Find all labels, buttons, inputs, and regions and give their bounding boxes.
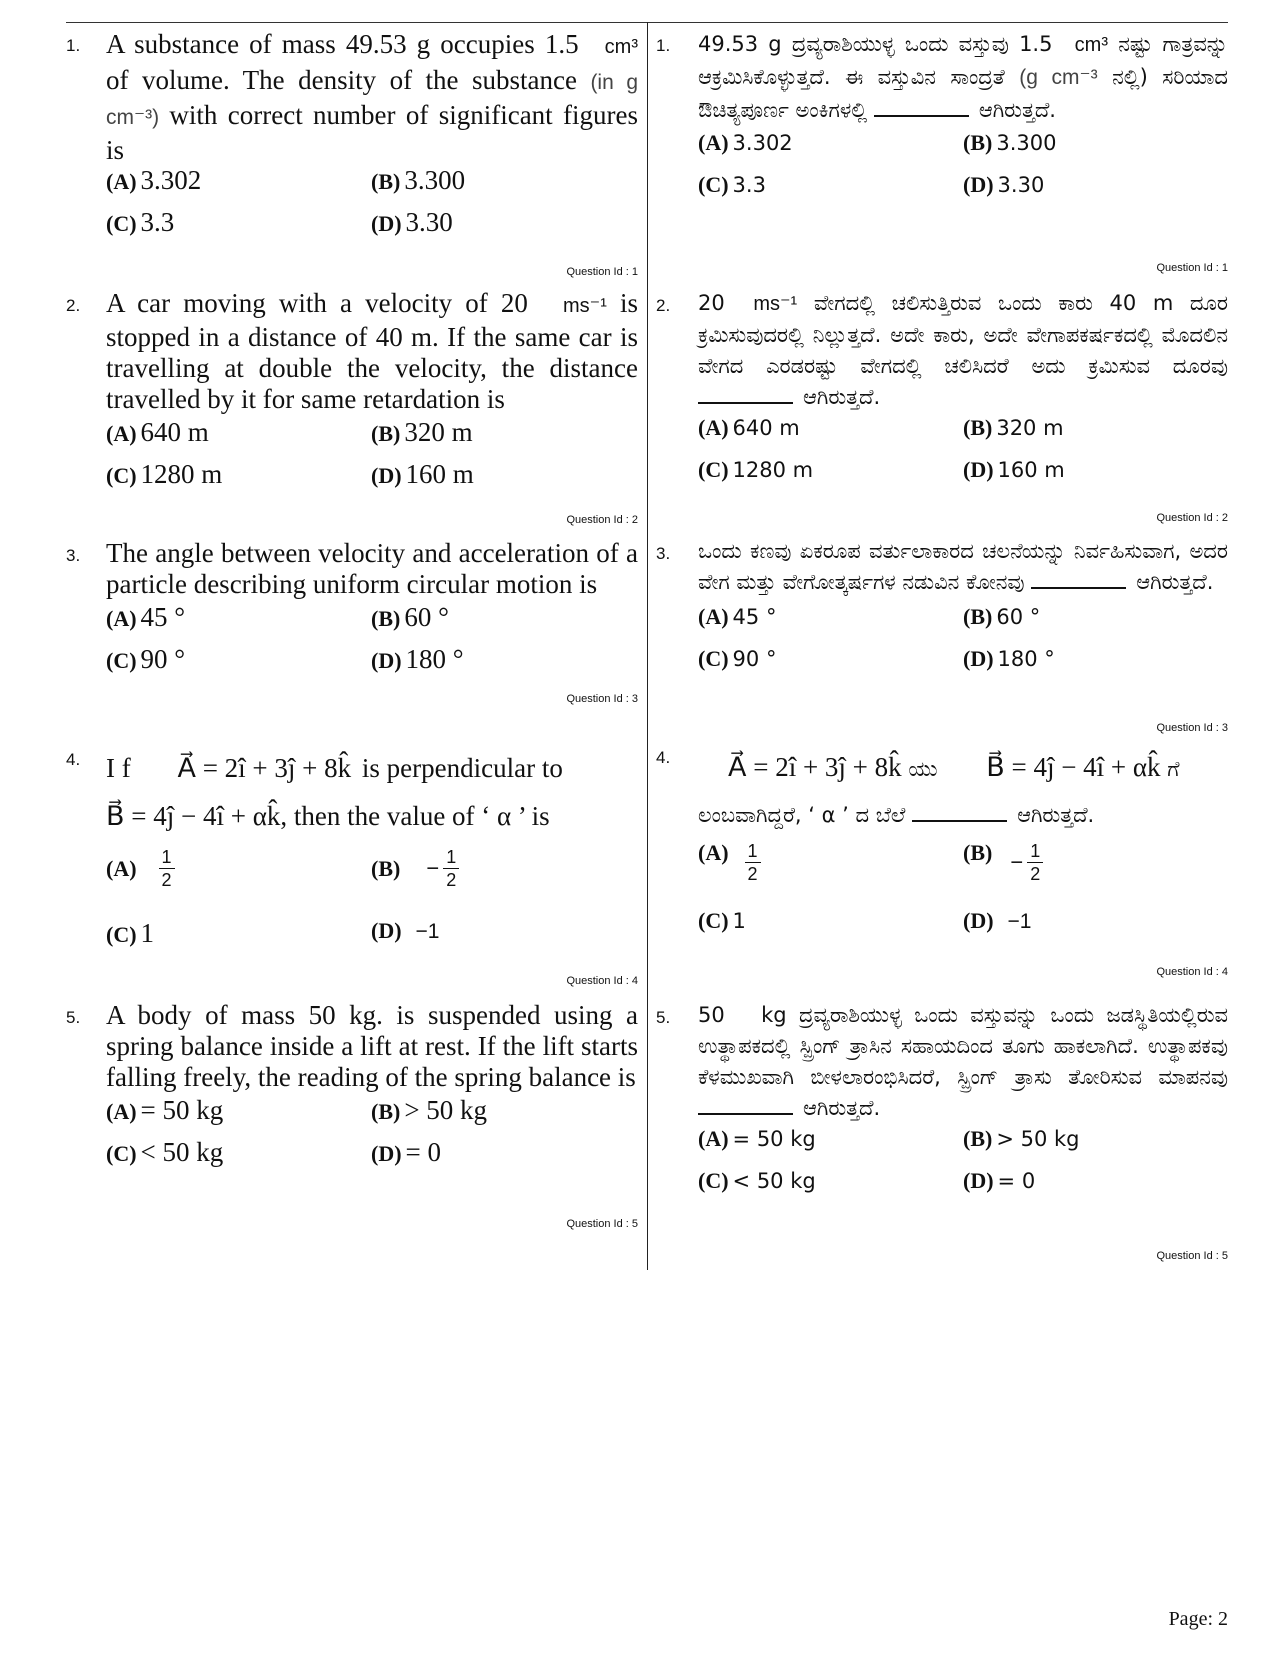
option-d[interactable]: (D) 180 °: [963, 646, 1055, 671]
options: [698, 130, 1228, 216]
question-number: 2.: [66, 296, 81, 315]
option-a[interactable]: (A) = 50 kg: [106, 1095, 224, 1125]
option-d[interactable]: (D) 3.30: [963, 172, 1045, 197]
answer-blank: [1031, 567, 1126, 589]
unit-g-cm3: (in g cm⁻³): [106, 71, 639, 129]
question-id: Question Id : 5: [1156, 1250, 1228, 1262]
question-number: 1.: [656, 36, 671, 55]
question-en-4: [66, 744, 638, 994]
option-d[interactable]: (D) 160 m: [963, 457, 1065, 482]
question-en-1: [66, 28, 638, 278]
question-number: 2.: [656, 296, 671, 315]
question-kn-1: [656, 28, 1228, 278]
option-b[interactable]: (B) − $\frac{1}{2}$: [963, 840, 1043, 885]
option-c[interactable]: (C) 1280 m: [106, 459, 223, 489]
vector-b: B⃗ = 4ĵ − 4î + αk̂: [986, 752, 1161, 782]
option-a[interactable]: (A) 45 °: [698, 604, 777, 629]
option-b[interactable]: (B) 320 m: [371, 417, 473, 447]
question-stem: A body of mass 50 kg. is suspended using a spring balance inside a lift at rest. If the lift starts falling freely, the reading of the spring balance is: [106, 1000, 638, 1092]
option-d[interactable]: (D) 160 m: [371, 459, 474, 489]
option-c[interactable]: (C) < 50 kg: [698, 1168, 816, 1193]
option-a[interactable]: (A) 3.302: [698, 130, 793, 155]
question-number: 3.: [656, 544, 671, 563]
question-stem: 49.53 g ದ್ರವ್ಯರಾಶಿಯುಳ್ಳ ಒಂದು ವಸ್ತುವು 1.5 cm³ ನಷ್ಟು ಗಾತ್ರವನ್ನು ಆಕ್ರಮಿಸಿಕೊಳ್ಳುತ್ತದೆ. ಈ ವಸ್ತುವಿನ ಸಾಂದ್ರತೆ (g cm⁻³ ನಲ್ಲಿ) ಸರಿಯಾದ ಔಚಿತ್ಯಪೂರ್ಣ ಅಂಕಿಗಳಲ್ಲಿ ಆಗಿರುತ್ತದೆ.: [698, 32, 1228, 122]
question-id: Question Id : 5: [566, 1218, 638, 1230]
answer-blank: [698, 1093, 793, 1115]
options: [698, 1126, 1228, 1212]
question-stem: ಒಂದು ಕಣವು ಏಕರೂಪ ವರ್ತುಲಾಕಾರದ ಚಲನೆಯನ್ನು ನಿರ್ವಹಿಸುವಾಗ, ಅದರ ವೇಗ ಮತ್ತು ವೇಗೋತ್ಕರ್ಷಗಳ ನಡುವಿನ ಕೋನವು ಆಗಿರುತ್ತದೆ.: [698, 539, 1228, 594]
question-id: Question Id : 1: [1156, 262, 1228, 274]
option-d[interactable]: (D) = 0: [963, 1168, 1036, 1193]
question-number: 3.: [66, 546, 81, 565]
question-stem: 20 ms⁻¹ ವೇಗದಲ್ಲಿ ಚಲಿಸುತ್ತಿರುವ ಒಂದು ಕಾರು 40 m ದೂರ ಕ್ರಮಿಸುವುದರಲ್ಲಿ ನಿಲ್ಲುತ್ತದೆ. ಅದೇ ಕಾರು, ಅದೇ ವೇಗಾಪಕರ್ಷಕದಲ್ಲಿ ಮೊದಲಿನ ವೇಗದ ಎರಡರಷ್ಟು ವೇಗದಲ್ಲಿ ಚಲಿಸಿದರೆ ಅದು ಕ್ರಮಿಸುವ ದೂರವು ಆಗಿರುತ್ತದೆ.: [698, 291, 1228, 409]
fraction-minus-one-half: $\frac{1}{2}$: [443, 846, 459, 891]
options: [106, 1095, 638, 1181]
option-d[interactable]: (D) −1: [963, 908, 1032, 933]
option-b[interactable]: (B) > 50 kg: [371, 1095, 488, 1125]
option-b[interactable]: (B) 60 °: [371, 602, 449, 632]
options: [698, 840, 1228, 950]
option-d[interactable]: (D) 3.30: [371, 207, 453, 237]
option-a[interactable]: (A) = 50 kg: [698, 1126, 816, 1151]
vector-a: A⃗ = 2î + 3ĵ + 8k̂: [728, 752, 902, 782]
option-c[interactable]: (C) 1: [698, 908, 746, 933]
answer-blank: [698, 382, 793, 404]
vector-a: A⃗ = 2î + 3ĵ + 8k̂: [177, 753, 352, 783]
question-kn-2: [656, 288, 1228, 528]
options: [106, 417, 638, 503]
option-d[interactable]: (D) 180 °: [371, 644, 464, 674]
question-id: Question Id : 2: [566, 514, 638, 526]
unit-g-cm3: (g cm⁻³: [1019, 66, 1098, 89]
option-b[interactable]: (B) 3.300: [963, 130, 1057, 155]
question-id: Question Id : 4: [1156, 966, 1228, 978]
options: [698, 604, 1228, 690]
fraction-one-half: $\frac{1}{2}$: [159, 846, 175, 891]
question-number: 5.: [66, 1008, 81, 1027]
question-stem: A substance of mass 49.53 g occupies 1.5 cm³ of volume. The density of the substance (in g cm⁻³) with correct number of significant figures is: [106, 29, 639, 165]
option-d[interactable]: (D) −1: [371, 918, 440, 943]
option-c[interactable]: (C) 3.3: [698, 172, 766, 197]
question-stem: The angle between velocity and acceleration of a particle describing uniform circular motion is: [106, 538, 638, 599]
vector-b: B⃗ = 4ĵ − 4î + αk̂,: [106, 801, 288, 831]
question-id: Question Id : 3: [566, 693, 638, 705]
question-stem: A car moving with a velocity of 20 ms⁻¹ is stopped in a distance of 40 m. If the same car is travelling at double the velocity, the distance travelled by it for same retardation is: [106, 288, 639, 414]
option-c[interactable]: (C) < 50 kg: [106, 1137, 224, 1167]
option-c[interactable]: (C) 90 °: [698, 646, 777, 671]
question-en-5: [66, 1000, 638, 1240]
question-stem: I f A⃗ = 2î + 3ĵ + 8k̂ is perpendicular to B⃗ = 4ĵ − 4î + αk̂, then the value of ‘ α ’ is: [106, 753, 563, 831]
question-id: Question Id : 1: [566, 266, 638, 278]
option-a[interactable]: (A) $\frac{1}{2}$: [106, 846, 175, 891]
option-b[interactable]: (B) − $\frac{1}{2}$: [371, 846, 459, 891]
option-a[interactable]: (A) 45 °: [106, 602, 186, 632]
options: [106, 846, 638, 956]
unit-cm3: cm³: [604, 36, 638, 58]
question-number: 4.: [656, 748, 671, 767]
option-c[interactable]: (C) 1280 m: [698, 457, 814, 482]
question-id: Question Id : 4: [566, 975, 638, 987]
option-b[interactable]: (B) 3.300: [371, 165, 466, 195]
question-id: Question Id : 3: [1156, 722, 1228, 734]
answer-blank: [912, 800, 1007, 822]
unit-cm3: cm³: [1074, 34, 1108, 56]
question-id: Question Id : 2: [1156, 512, 1228, 524]
option-a[interactable]: (A) 640 m: [698, 415, 800, 440]
fraction-minus-one-half: $\frac{1}{2}$: [1027, 840, 1043, 885]
option-a[interactable]: (A) $\frac{1}{2}$: [698, 840, 761, 885]
option-c[interactable]: (C) 1: [106, 918, 155, 948]
fraction-one-half: $\frac{1}{2}$: [745, 840, 761, 885]
question-stem: 50 kg ದ್ರವ್ಯರಾಶಿಯುಳ್ಳ ಒಂದು ವಸ್ತುವನ್ನು ಒಂದು ಜಡಸ್ಥಿತಿಯಲ್ಲಿರುವ ಉತ್ಥಾಪಕದಲ್ಲಿ ಸ್ಪ್ರಿಂಗ್ ತ್ರಾಸಿನ ಸಹಾಯದಿಂದ ತೂಗು ಹಾಕಲಾಗಿದೆ. ಉತ್ಥಾಪಕವು ಕೆಳಮುಖವಾಗಿ ಬೀಳಲಾರಂಭಿಸಿದರೆ, ಸ್ಪ್ರಿಂಗ್ ತ್ರಾಸು ತೋರಿಸುವ ಮಾಪನವು ಆಗಿರುತ್ತದೆ.: [698, 1003, 1228, 1120]
question-kn-5: [656, 1000, 1228, 1270]
options: [106, 602, 638, 688]
options: [698, 415, 1228, 501]
option-a[interactable]: (A) 640 m: [106, 417, 209, 447]
option-d[interactable]: (D) = 0: [371, 1137, 442, 1167]
option-b[interactable]: (B) > 50 kg: [963, 1126, 1080, 1151]
question-number: 1.: [66, 36, 81, 55]
unit-ms-1: ms⁻¹: [753, 293, 798, 315]
question-kn-3: [656, 536, 1228, 736]
question-kn-4: [656, 744, 1228, 984]
option-a[interactable]: (A) 3.302: [106, 165, 202, 195]
options: [106, 165, 638, 251]
question-stem: A⃗ = 2î + 3ĵ + 8k̂ ಯು B⃗ = 4ĵ − 4î + αk̂ ಗೆ ಲಂಬವಾಗಿದ್ದರೆ, ‘ α ’ ದ ಬೆಲೆ ಆಗಿರುತ್ತದೆ.: [698, 752, 1180, 827]
question-en-2: [66, 288, 638, 528]
option-c[interactable]: (C) 3.3: [106, 207, 175, 237]
option-b[interactable]: (B) 60 °: [963, 604, 1041, 629]
option-c[interactable]: (C) 90 °: [106, 644, 186, 674]
question-number: 4.: [66, 750, 81, 769]
question-number: 5.: [656, 1008, 671, 1027]
option-b[interactable]: (B) 320 m: [963, 415, 1064, 440]
question-en-3: [66, 538, 638, 708]
answer-blank: [874, 95, 969, 117]
unit-ms-1: ms⁻¹: [562, 295, 607, 317]
page-number: Page: 2: [1168, 1608, 1228, 1630]
column-divider: [647, 22, 648, 1270]
